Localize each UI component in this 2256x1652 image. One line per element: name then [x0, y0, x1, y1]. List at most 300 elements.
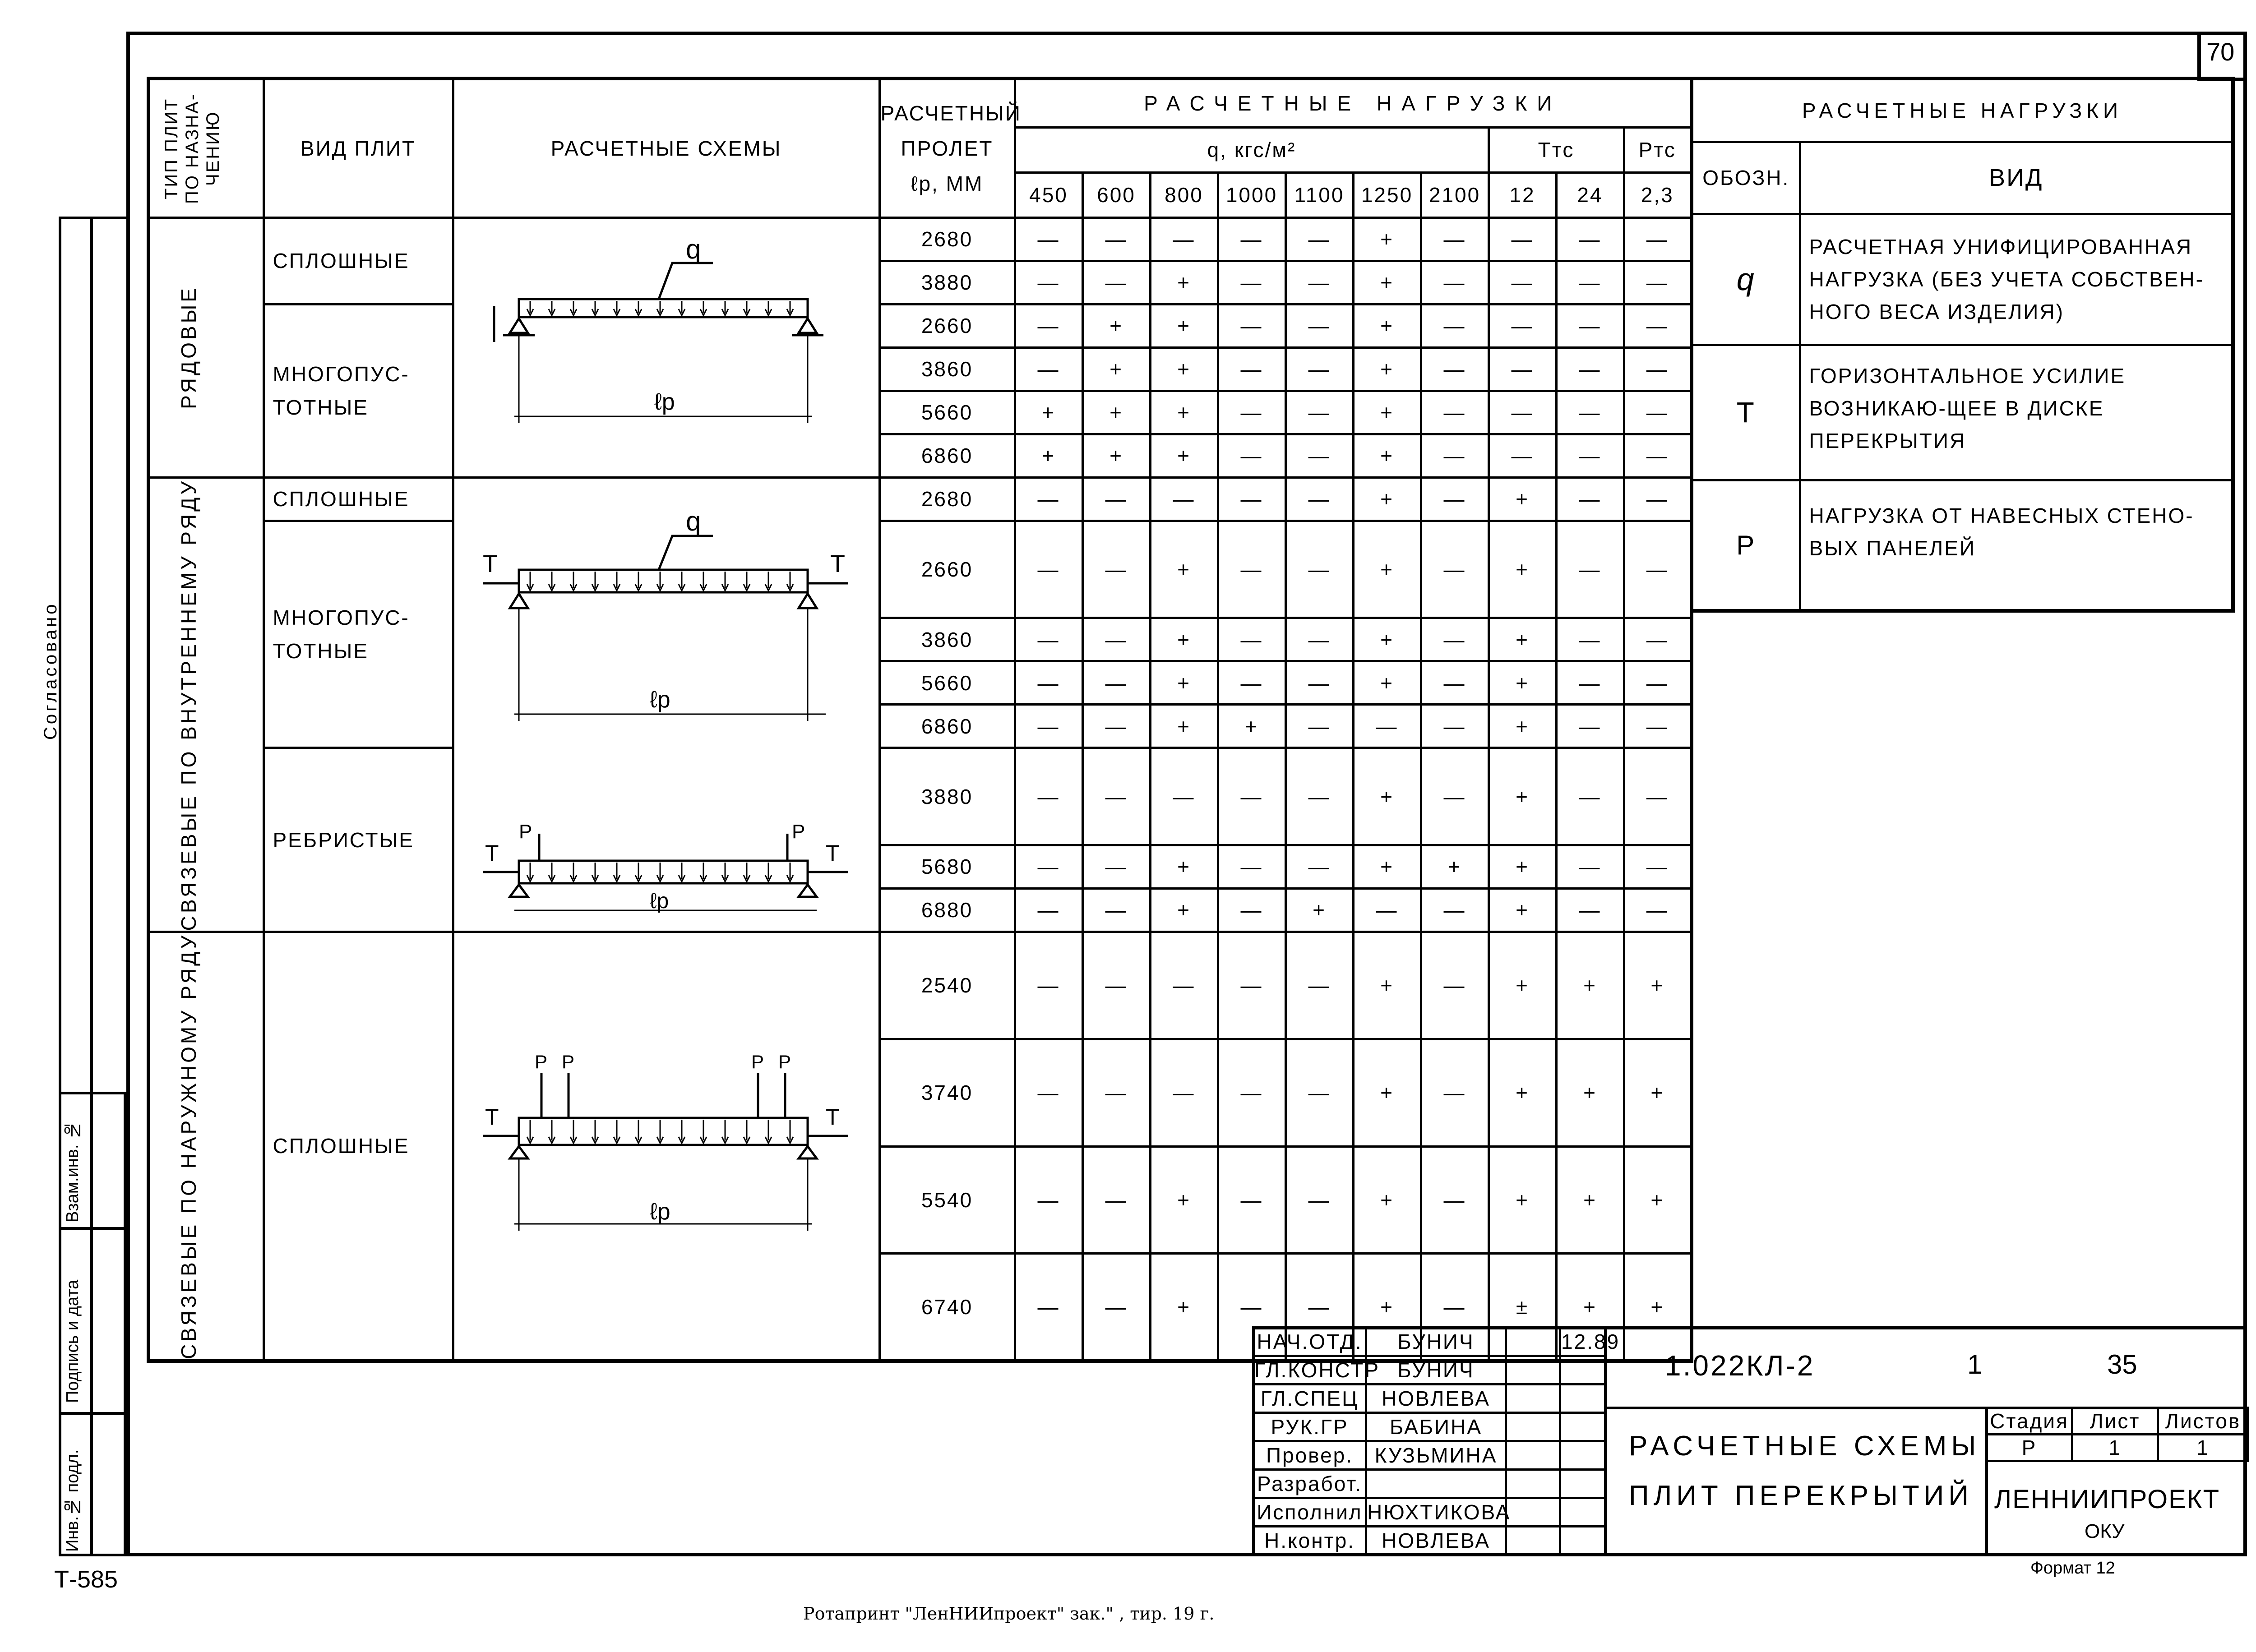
- signer-name: НЮХТИКОВА: [1366, 1498, 1506, 1527]
- load-mark-cell: —: [1218, 618, 1285, 661]
- load-mark-cell: +: [1489, 1146, 1556, 1254]
- load-mark-cell: —: [1015, 521, 1082, 618]
- load-mark-cell: —: [1556, 391, 1624, 434]
- span-cell: 3860: [879, 347, 1015, 391]
- load-mark-cell: +: [1150, 521, 1218, 618]
- load-mark-cell: +: [1353, 261, 1421, 304]
- signer-role: РУК.ГР: [1253, 1413, 1366, 1441]
- scheme3-p-right: P: [792, 821, 805, 843]
- signature-cell: [1506, 1356, 1560, 1384]
- load-mark-cell: +: [1082, 347, 1150, 391]
- col-kind-header: ВИД ПЛИТ: [264, 78, 453, 217]
- load-mark-cell: —: [1556, 347, 1624, 391]
- load-mark-cell: +: [1624, 1146, 1692, 1254]
- load-mark-cell: +: [1353, 477, 1421, 521]
- scheme2-q-label: q: [686, 506, 701, 536]
- scheme-drawings: [451, 216, 878, 1249]
- scheme1-lp-label: ℓр: [654, 389, 675, 415]
- load-mark-cell: —: [1556, 477, 1624, 521]
- load-mark-cell: —: [1082, 888, 1150, 932]
- load-mark-cell: —: [1285, 661, 1353, 705]
- table-row: [148, 304, 1692, 347]
- load-mark-cell: —: [1082, 845, 1150, 888]
- scheme2-t-right: T: [830, 550, 845, 577]
- load-mark-cell: —: [1218, 304, 1285, 347]
- signature-cell: [1506, 1328, 1560, 1356]
- load-mark-cell: +: [1353, 1039, 1421, 1146]
- plate-kind-cell: МНОГОПУС-ТОТНЫЕ: [264, 521, 453, 748]
- scheme-simple-q: [494, 234, 823, 423]
- load-mark-cell: —: [1624, 888, 1692, 932]
- q-header: q, кгс/м²: [1015, 127, 1489, 172]
- inv-no-label: Инв.№ подл.: [63, 1449, 82, 1552]
- load-mark-cell: —: [1082, 932, 1150, 1039]
- scheme4-p4: P: [778, 1051, 791, 1072]
- sheets-value: 1: [2158, 1435, 2248, 1461]
- scheme3-t-left: T: [485, 840, 499, 866]
- table-row: [148, 477, 1692, 521]
- span-cell: 2540: [879, 932, 1015, 1039]
- load-mark-cell: +: [1624, 1254, 1692, 1361]
- legend-table: [1690, 77, 2235, 613]
- span-cell: 2680: [879, 477, 1015, 521]
- load-mark-cell: +: [1285, 888, 1353, 932]
- signer-row: [1253, 1470, 1605, 1498]
- plate-kind-cell: СПЛОШНЫЕ: [264, 477, 453, 521]
- legend-code-t: T: [1692, 345, 1800, 480]
- load-mark-cell: +: [1353, 434, 1421, 477]
- format-label: Формат 12: [2030, 1559, 2115, 1578]
- scheme4-t-left: T: [485, 1104, 499, 1130]
- table-row: [148, 748, 1692, 845]
- load-mark-cell: +: [1489, 1039, 1556, 1146]
- scheme3-t-right: T: [826, 840, 840, 866]
- load-mark-cell: —: [1421, 391, 1489, 434]
- load-mark-cell: —: [1421, 477, 1489, 521]
- table-row: [148, 217, 1692, 261]
- load-mark-cell: —: [1624, 304, 1692, 347]
- signer-date: [1560, 1356, 1605, 1384]
- load-mark-cell: —: [1556, 845, 1624, 888]
- load-mark-cell: —: [1218, 391, 1285, 434]
- load-mark-cell: —: [1556, 304, 1624, 347]
- load-mark-cell: —: [1218, 845, 1285, 888]
- signer-date: [1560, 1498, 1605, 1527]
- load-mark-cell: +: [1150, 304, 1218, 347]
- load-mark-cell: —: [1285, 1254, 1353, 1361]
- load-mark-cell: —: [1489, 217, 1556, 261]
- load-mark-cell: —: [1489, 434, 1556, 477]
- load-mark-cell: +: [1489, 888, 1556, 932]
- load-mark-cell: —: [1421, 661, 1489, 705]
- load-mark-cell: —: [1082, 748, 1150, 845]
- signer-row: [1253, 1498, 1605, 1527]
- signature-cell: [1506, 1384, 1560, 1413]
- load-mark-cell: —: [1624, 391, 1692, 434]
- signer-role: НАЧ.ОТД.: [1253, 1328, 1366, 1356]
- load-mark-cell: —: [1421, 705, 1489, 748]
- load-mark-cell: —: [1624, 261, 1692, 304]
- load-mark-cell: —: [1082, 477, 1150, 521]
- doc-title-l1: РАСЧЕТНЫЕ СХЕМЫ: [1629, 1431, 1981, 1462]
- load-mark-cell: +: [1624, 932, 1692, 1039]
- load-mark-cell: —: [1082, 661, 1150, 705]
- load-mark-cell: +: [1150, 1254, 1218, 1361]
- load-mark-cell: +: [1353, 748, 1421, 845]
- span-cell: 3880: [879, 261, 1015, 304]
- load-mark-cell: —: [1556, 217, 1624, 261]
- load-mark-cell: —: [1421, 347, 1489, 391]
- load-mark-cell: —: [1150, 748, 1218, 845]
- load-mark-cell: —: [1624, 661, 1692, 705]
- load-mark-cell: +: [1489, 618, 1556, 661]
- plate-kind-cell: СПЛОШНЫЕ: [264, 217, 453, 304]
- signer-role: ГЛ.СПЕЦ: [1253, 1384, 1366, 1413]
- span-cell: 3740: [879, 1039, 1015, 1146]
- load-mark-cell: +: [1556, 1039, 1624, 1146]
- load-mark-cell: —: [1015, 748, 1082, 845]
- load-mark-cell: —: [1624, 217, 1692, 261]
- signer-name: НОВЛЕВА: [1366, 1384, 1506, 1413]
- vzam-inv-label: Взам.инв. №: [63, 1120, 82, 1223]
- load-mark-cell: —: [1624, 618, 1692, 661]
- load-mark-cell: +: [1353, 347, 1421, 391]
- load-mark-cell: +: [1150, 1146, 1218, 1254]
- load-mark-cell: —: [1218, 748, 1285, 845]
- plate-kind-cell: СПЛОШНЫЕ: [264, 932, 453, 1361]
- load-mark-cell: +: [1015, 391, 1082, 434]
- signer-role: Н.контр.: [1253, 1527, 1366, 1555]
- load-mark-cell: —: [1150, 217, 1218, 261]
- stage-table: Стадия Лист Листов Р 1 1: [1985, 1407, 2249, 1462]
- loads-header: РАСЧЕТНЫЕ НАГРУЗКИ: [1015, 78, 1692, 127]
- span-cell: 6860: [879, 434, 1015, 477]
- load-mark-cell: —: [1285, 347, 1353, 391]
- load-mark-cell: +: [1489, 477, 1556, 521]
- load-mark-cell: —: [1218, 661, 1285, 705]
- load-mark-cell: —: [1421, 932, 1489, 1039]
- signer-date: [1560, 1384, 1605, 1413]
- span-cell: 2660: [879, 304, 1015, 347]
- load-mark-cell: —: [1556, 521, 1624, 618]
- legend-code-header: ОБОЗН.: [1692, 142, 1800, 214]
- load-mark-cell: —: [1421, 521, 1489, 618]
- span-cell: 5680: [879, 845, 1015, 888]
- signer-role: ГЛ.КОНСТР: [1253, 1356, 1366, 1384]
- load-mark-cell: —: [1489, 261, 1556, 304]
- signers-table: [1252, 1326, 1620, 1556]
- load-mark-cell: +: [1353, 932, 1421, 1039]
- load-mark-cell: —: [1285, 521, 1353, 618]
- load-mark-cell: —: [1150, 477, 1218, 521]
- signature-cell: [1506, 1413, 1560, 1441]
- load-mark-cell: +: [1624, 1039, 1692, 1146]
- signer-name: КУЗЬМИНА: [1366, 1441, 1506, 1470]
- signer-date: 12.89: [1560, 1328, 1605, 1356]
- doc-page: 35: [2107, 1349, 2137, 1380]
- load-mark-cell: +: [1556, 1146, 1624, 1254]
- table-row: [148, 932, 1692, 1039]
- signature-cell: [1506, 1470, 1560, 1498]
- signer-role: Разработ.: [1253, 1470, 1366, 1498]
- load-mark-cell: —: [1285, 261, 1353, 304]
- load-mark-cell: —: [1285, 618, 1353, 661]
- legend-text-t: ГОРИЗОНТАЛЬНОЕ УСИЛИЕ ВОЗНИКАЮ-ЩЕЕ В ДИСКЕ ПЕРЕКРЫТИЯ: [1800, 345, 2233, 480]
- load-mark-cell: +: [1218, 705, 1285, 748]
- main-table: [147, 77, 1693, 1363]
- load-mark-cell: +: [1150, 618, 1218, 661]
- load-mark-cell: —: [1556, 748, 1624, 845]
- load-mark-cell: —: [1015, 888, 1082, 932]
- scheme-outer-p2: [483, 1051, 848, 1231]
- load-mark-cell: ±: [1489, 1254, 1556, 1361]
- load-mark-cell: +: [1150, 888, 1218, 932]
- legend-title: РАСЧЕТНЫЕ НАГРУЗКИ: [1692, 78, 2233, 142]
- signer-row: [1253, 1384, 1605, 1413]
- load-mark-cell: —: [1015, 705, 1082, 748]
- load-mark-cell: —: [1285, 477, 1353, 521]
- org-name: ЛЕННИИПРОЕКТ: [1994, 1485, 2220, 1514]
- load-mark-cell: —: [1285, 391, 1353, 434]
- load-mark-cell: —: [1489, 347, 1556, 391]
- load-mark-cell: —: [1015, 347, 1082, 391]
- load-mark-cell: +: [1082, 434, 1150, 477]
- span-cell: 5660: [879, 391, 1015, 434]
- scheme-tie-q: [483, 506, 848, 721]
- load-mark-cell: +: [1082, 304, 1150, 347]
- load-mark-cell: —: [1624, 477, 1692, 521]
- scheme4-p1: P: [535, 1051, 548, 1072]
- load-mark-cell: +: [1556, 1254, 1624, 1361]
- signer-date: [1560, 1413, 1605, 1441]
- load-mark-cell: —: [1285, 1146, 1353, 1254]
- load-mark-cell: +: [1353, 391, 1421, 434]
- load-mark-cell: +: [1353, 661, 1421, 705]
- load-mark-cell: +: [1353, 304, 1421, 347]
- load-mark-cell: —: [1421, 618, 1489, 661]
- scheme1-q-label: q: [686, 234, 701, 264]
- load-mark-cell: +: [1556, 932, 1624, 1039]
- group-type-cell: СВЯЗЕВЫЕ ПО ВНУТРЕННЕМУ РЯДУ: [148, 477, 264, 932]
- load-mark-cell: —: [1285, 748, 1353, 845]
- scheme3-p-left: P: [519, 821, 532, 843]
- load-mark-cell: +: [1353, 1146, 1421, 1254]
- signer-role: Исполнил: [1253, 1498, 1366, 1527]
- doc-title-l2: ПЛИТ ПЕРЕКРЫТИЙ: [1629, 1480, 1973, 1511]
- signer-row: [1253, 1356, 1605, 1384]
- load-mark-cell: —: [1556, 434, 1624, 477]
- doc-code: 1.022КЛ-2: [1665, 1349, 1815, 1382]
- load-mark-cell: —: [1421, 1254, 1489, 1361]
- corner-code: Т-585: [54, 1566, 118, 1593]
- load-mark-cell: —: [1556, 618, 1624, 661]
- scheme4-p3: P: [751, 1051, 764, 1072]
- group-type-cell: СВЯЗЕВЫЕ ПО НАРУЖНОМУ РЯДУ: [148, 932, 264, 1361]
- load-mark-cell: —: [1015, 845, 1082, 888]
- footer-print: Ротапринт "ЛенНИИпроект" зак." , тир. 19 г.: [803, 1604, 1215, 1624]
- load-mark-cell: —: [1015, 1146, 1082, 1254]
- load-mark-cell: —: [1015, 477, 1082, 521]
- scheme4-p2: P: [562, 1051, 575, 1072]
- span-cell: 3880: [879, 748, 1015, 845]
- load-mark-cell: —: [1218, 1039, 1285, 1146]
- load-mark-cell: +: [1489, 748, 1556, 845]
- scheme2-lp-label: ℓр: [650, 687, 670, 713]
- col-type-header: ТИП ПЛИТ ПО НАЗНА-ЧЕНИЮ: [148, 78, 264, 217]
- signer-date: [1560, 1441, 1605, 1470]
- signer-name: БУНИЧ: [1366, 1328, 1506, 1356]
- load-mark-cell: +: [1082, 391, 1150, 434]
- load-mark-cell: +: [1150, 661, 1218, 705]
- load-mark-cell: +: [1489, 661, 1556, 705]
- scheme3-lp-label: ℓр: [650, 889, 669, 913]
- load-mark-cell: —: [1624, 347, 1692, 391]
- load-mark-cell: —: [1285, 932, 1353, 1039]
- signer-name: БУНИЧ: [1366, 1356, 1506, 1384]
- load-mark-cell: +: [1489, 705, 1556, 748]
- signer-date: [1560, 1527, 1605, 1555]
- load-mark-cell: —: [1285, 1039, 1353, 1146]
- load-mark-cell: —: [1218, 932, 1285, 1039]
- span-cell: 5660: [879, 661, 1015, 705]
- load-mark-cell: +: [1353, 845, 1421, 888]
- sign-date-label: Подпись и дата: [63, 1279, 82, 1403]
- load-mark-cell: +: [1489, 521, 1556, 618]
- load-mark-cell: —: [1285, 304, 1353, 347]
- scheme4-t-right: T: [826, 1104, 840, 1130]
- load-mark-cell: —: [1556, 661, 1624, 705]
- load-mark-cell: —: [1150, 1039, 1218, 1146]
- signer-name: НОВЛЕВА: [1366, 1527, 1506, 1555]
- load-mark-cell: —: [1285, 217, 1353, 261]
- signature-cell: [1506, 1441, 1560, 1470]
- signer-name: [1366, 1470, 1506, 1498]
- span-cell: 5540: [879, 1146, 1015, 1254]
- signer-row: [1253, 1413, 1605, 1441]
- p-header: Ртс: [1624, 127, 1692, 172]
- load-mark-cell: —: [1218, 477, 1285, 521]
- doc-part: 1: [1967, 1349, 1983, 1380]
- load-mark-cell: +: [1421, 845, 1489, 888]
- load-mark-cell: +: [1150, 705, 1218, 748]
- load-mark-cell: +: [1150, 391, 1218, 434]
- legend-kind-header: ВИД: [1800, 142, 2233, 214]
- load-mark-cell: —: [1218, 1254, 1285, 1361]
- load-mark-cell: —: [1218, 217, 1285, 261]
- load-mark-cell: —: [1421, 748, 1489, 845]
- load-mark-cell: +: [1489, 932, 1556, 1039]
- load-mark-cell: —: [1421, 434, 1489, 477]
- load-mark-cell: —: [1421, 217, 1489, 261]
- load-mark-cell: —: [1082, 1254, 1150, 1361]
- load-mark-cell: —: [1082, 261, 1150, 304]
- load-mark-cell: —: [1556, 705, 1624, 748]
- load-mark-cell: —: [1421, 1039, 1489, 1146]
- load-mark-cell: —: [1015, 661, 1082, 705]
- load-mark-cell: —: [1218, 261, 1285, 304]
- load-mark-cell: —: [1624, 748, 1692, 845]
- org-dept: ОКУ: [2085, 1520, 2125, 1542]
- load-mark-cell: +: [1015, 434, 1082, 477]
- load-mark-cell: —: [1556, 888, 1624, 932]
- load-mark-cell: —: [1624, 434, 1692, 477]
- load-mark-cell: —: [1489, 391, 1556, 434]
- load-mark-cell: —: [1150, 932, 1218, 1039]
- span-cell: 6860: [879, 705, 1015, 748]
- load-mark-cell: +: [1150, 347, 1218, 391]
- col-span-header: РАСЧЕТНЫЙ ПРОЛЕТ ℓр, ММ: [879, 78, 1015, 217]
- group-type-cell: РЯДОВЫЕ: [148, 217, 264, 477]
- signer-row: [1253, 1441, 1605, 1470]
- load-mark-cell: —: [1624, 845, 1692, 888]
- stage-value: Р: [1987, 1435, 2072, 1461]
- signer-role: Провер.: [1253, 1441, 1366, 1470]
- load-mark-cell: —: [1082, 521, 1150, 618]
- col-schemes-header: РАСЧЕТНЫЕ СХЕМЫ: [453, 78, 879, 217]
- load-mark-cell: —: [1218, 434, 1285, 477]
- scheme2-t-left: T: [483, 550, 498, 577]
- signature-cell: [1506, 1498, 1560, 1527]
- load-mark-cell: —: [1489, 304, 1556, 347]
- signer-name: БАБИНА: [1366, 1413, 1506, 1441]
- load-mark-cell: —: [1421, 1146, 1489, 1254]
- load-mark-cell: —: [1218, 521, 1285, 618]
- load-mark-cell: —: [1218, 888, 1285, 932]
- load-mark-cell: —: [1015, 304, 1082, 347]
- load-mark-cell: —: [1082, 705, 1150, 748]
- plate-kind-cell: РЕБРИСТЫЕ: [264, 748, 453, 932]
- load-mark-cell: +: [1489, 845, 1556, 888]
- load-mark-cell: —: [1285, 705, 1353, 748]
- legend-code-q: q: [1692, 214, 1800, 345]
- signer-row: [1253, 1328, 1605, 1356]
- load-mark-cell: —: [1082, 217, 1150, 261]
- legend-text-q: РАСЧЕТНАЯ УНИФИЦИРОВАННАЯ НАГРУЗКА (БЕЗ УЧЕТА СОБСТВЕН-НОГО ВЕСА ИЗДЕЛИЯ): [1800, 214, 2233, 345]
- load-mark-cell: —: [1015, 1039, 1082, 1146]
- load-mark-cell: —: [1421, 888, 1489, 932]
- load-mark-cell: —: [1421, 261, 1489, 304]
- signer-row: [1253, 1527, 1605, 1555]
- load-columns-row: 450 600 800 1000 1100 1250 2100 12 24 2,3: [148, 172, 1692, 217]
- span-cell: 3860: [879, 618, 1015, 661]
- legend-text-p: НАГРУЗКА ОТ НАВЕСНЫХ СТЕНО-ВЫХ ПАНЕЛЕЙ: [1800, 480, 2233, 611]
- load-mark-cell: —: [1015, 261, 1082, 304]
- scheme4-lp-label: ℓр: [650, 1199, 670, 1225]
- load-mark-cell: —: [1556, 261, 1624, 304]
- load-mark-cell: —: [1285, 845, 1353, 888]
- load-mark-cell: —: [1015, 1254, 1082, 1361]
- load-mark-cell: +: [1353, 1254, 1421, 1361]
- load-mark-cell: —: [1082, 1146, 1150, 1254]
- load-mark-cell: +: [1150, 845, 1218, 888]
- load-mark-cell: —: [1015, 217, 1082, 261]
- signer-date: [1560, 1470, 1605, 1498]
- load-mark-cell: —: [1218, 1146, 1285, 1254]
- page-number: 70: [2206, 37, 2235, 66]
- load-mark-cell: —: [1421, 304, 1489, 347]
- load-mark-cell: —: [1353, 888, 1421, 932]
- load-mark-cell: —: [1015, 932, 1082, 1039]
- load-mark-cell: —: [1353, 705, 1421, 748]
- table-row: [148, 521, 1692, 618]
- load-mark-cell: +: [1150, 434, 1218, 477]
- sheet-value: 1: [2072, 1435, 2158, 1461]
- load-mark-cell: —: [1082, 618, 1150, 661]
- signature-cell: [1506, 1527, 1560, 1555]
- load-mark-cell: —: [1285, 434, 1353, 477]
- span-cell: 2680: [879, 217, 1015, 261]
- load-mark-cell: +: [1150, 261, 1218, 304]
